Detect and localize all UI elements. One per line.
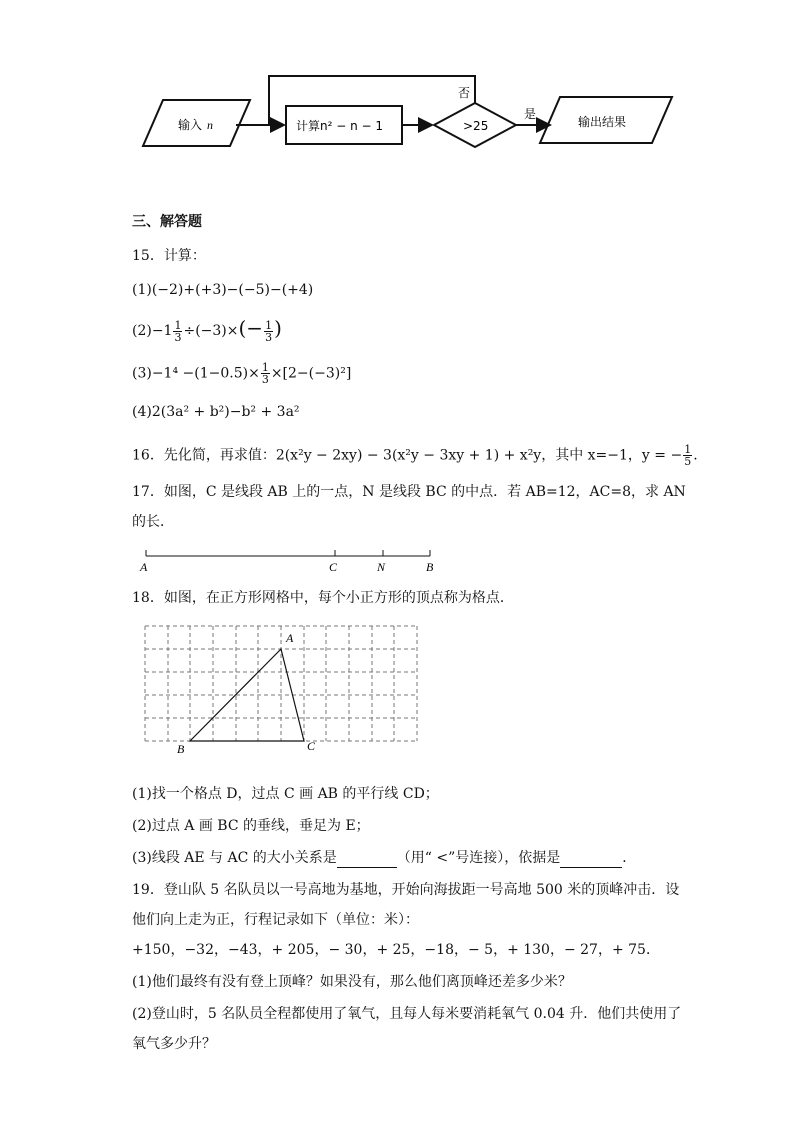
q15-p2-a: (2)−1	[132, 323, 173, 339]
q19-part2-line1: (2)登山时，5 名队员全程都使用了氧气，且每人每米要消耗氧气 0.04 升．他们共使用了	[132, 1006, 682, 1022]
q18-vertex-b: B	[177, 742, 185, 756]
q19-records: +150，−32，−43，+ 205，− 30，+ 25，−18，− 5，+ 130，− 27，+ 75．	[132, 942, 660, 958]
q15-p3-frac: $\frac{1}{3}$	[261, 361, 269, 386]
q18-part2: (2)过点 A 画 BC 的垂线，垂足为 E；	[132, 818, 370, 834]
flow-yes-label: 是	[524, 107, 537, 121]
q17-line1: 17．如图，C 是线段 AB 上的一点，N 是线段 BC 的中点．若 AB=12，AC=8，求 AN	[132, 484, 686, 500]
q15-stem: 15．计算：	[132, 248, 206, 264]
q18-stem: 18．如图，在正方形网格中，每个小正方形的顶点称为格点．	[132, 590, 514, 606]
q17-line2: 的长．	[132, 514, 174, 530]
q15-p2-b: ÷(−3)×	[183, 323, 239, 339]
q18-p3-b: （用“ <”号连接），依据是	[396, 850, 561, 866]
q15-p2-d: )	[274, 316, 282, 340]
q18-p3-a: (3)线段 AE 与 AC 的大小关系是	[132, 850, 337, 866]
q18-vertex-c: C	[307, 739, 316, 753]
q18-part3	[132, 848, 636, 868]
q17-segment-figure	[130, 544, 450, 574]
q15-p3-a: (3)−1⁴ −(1−0.5)×	[132, 365, 260, 382]
q15-p3-b: ×[2−(−3)²]	[270, 365, 352, 382]
q17-point-a: A	[140, 560, 148, 574]
flow-input-label: 输入	[178, 118, 203, 132]
q18-p3-c: ．	[622, 850, 637, 866]
q17-point-n: N	[377, 560, 386, 574]
q19-part1: (1)他们最终有没有登上顶峰？如果没有，那么他们离顶峰还差多少米？	[132, 974, 572, 990]
q18-part1: (1)找一个格点 D，过点 C 画 AB 的平行线 CD；	[132, 786, 439, 802]
q15-part4: (4)2(3a² + b²)−b² + 3a²	[132, 404, 300, 420]
q15-part2	[132, 318, 282, 343]
q16-frac: $\frac{1}{5}$	[684, 443, 692, 468]
flow-decision-label: >25	[463, 119, 489, 133]
flow-no-label: 否	[458, 86, 471, 100]
q18-grid-figure	[140, 620, 425, 765]
flow-compute-label: 计算n² − n − 1	[296, 119, 384, 133]
q15-part1: (1)(−2)+(+3)−(−5)−(+4)	[132, 282, 314, 298]
q16	[132, 444, 698, 467]
q19-part2-line2: 氧气多少升？	[132, 1036, 216, 1052]
q16-text: 16．先化简，再求值：2(x²y − 2xy) − 3(x²y − 3xy + 1) + x²y，其中 x=−1，y = −	[132, 447, 683, 464]
q15-part3	[132, 362, 351, 385]
q17-point-b: B	[426, 560, 434, 574]
q15-p2-frac2: $\frac{1}{3}$	[265, 318, 273, 344]
q15-p2-frac: $\frac{1}{3}$	[174, 318, 182, 344]
q19-line1: 19．登山队 5 名队员以一号高地为基地，开始向海拔距一号高地 500 米的顶峰冲击．设	[132, 882, 680, 898]
q18-blank-1[interactable]	[337, 853, 397, 868]
q18-blank-2[interactable]	[560, 853, 622, 868]
q15-p2-c: (−	[238, 316, 264, 340]
q16-end: .	[693, 447, 698, 464]
section-title: 三、解答题	[132, 214, 202, 230]
flow-input-var: n	[207, 118, 213, 132]
q18-vertex-a: A	[286, 631, 294, 645]
q19-line2: 他们向上走为正，行程记录如下（单位：米）：	[132, 912, 419, 928]
flowchart	[0, 0, 794, 175]
q17-point-c: C	[329, 560, 338, 574]
flow-output-label: 输出结果	[578, 115, 627, 129]
